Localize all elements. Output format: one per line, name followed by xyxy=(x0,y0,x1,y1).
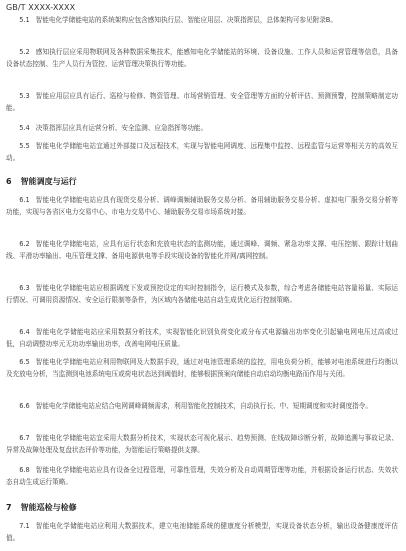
clause-text: 智能电化学储能电站应根据调度下发或预控设定的实时控制指令，运行模式及参数，综合考虑各储能电站容量裕量、实际运行情况、可调用资源情况、安全运行限制等条件，为区域内各储能电站自动生成优化运行控制策略。 xyxy=(6,284,398,305)
section-7-heading xyxy=(6,502,77,513)
clause-number: 6.3 xyxy=(19,284,30,292)
clause-5-5 xyxy=(6,140,398,164)
clause-number: 5.2 xyxy=(19,48,30,56)
clause-5-4 xyxy=(6,122,398,134)
standard-number-header: GB/T XXXX-XXXX xyxy=(6,3,76,12)
clause-number: 6.4 xyxy=(19,328,30,336)
clause-number: 6.8 xyxy=(19,466,30,474)
section-title: 智能巡检与检修 xyxy=(20,503,77,512)
clause-6-3 xyxy=(6,282,398,306)
section-number: 7 xyxy=(6,503,12,512)
clause-text: 智能电化学储能电站宜通过外部接口及远程技术，实现与智能电网调度、远程集中监控、远程监管与运营等相关方的高效互动。 xyxy=(6,142,398,163)
clause-number: 6.5 xyxy=(19,358,30,366)
section-number: 6 xyxy=(6,177,12,186)
clause-number: 5.1 xyxy=(19,16,30,24)
clause-5-2 xyxy=(6,46,398,70)
clause-6-2 xyxy=(6,238,398,262)
clause-text: 智能电化学储能电站的系统架构应包含感知执行层、智能应用层、决策指挥层，总体架构可参见附录B。 xyxy=(35,16,337,24)
clause-6-1 xyxy=(6,194,398,218)
clause-6-4 xyxy=(6,326,398,350)
clause-text: 智能电化学储能电站宜采用大数据分析技术，实现状态可视化展示、趋势预测、在线故障诊断分析，故障追溯与事故记录、异常及故障处理及复盘状态评价等功能，为智能运行策略提供支撑。 xyxy=(6,434,398,455)
clause-6-6 xyxy=(6,400,398,412)
clause-number: 6.7 xyxy=(19,434,30,442)
clause-text: 智能电化学储能电站应结合电网调峰调频需求，利用智能化控制技术，自动执行长、中、短期调度和实时调度指令。 xyxy=(35,402,372,410)
clause-6-8 xyxy=(6,464,398,488)
clause-text: 感知执行层应采用物联网及各种数据采集技术，能感知电化学储能站的环境、设备设施、工作人员和运营管理等信息，具备设备状态控制、生产人员行为管控、运营管理决策执行等功能。 xyxy=(6,48,398,69)
clause-text: 智能电化学储能电站应具有现货交易分析、调峰调频辅助服务交易分析、备用辅助服务交易分析、虚拟电厂服务交易分析等功能，实现与各省区电力交易中心、市电力交易中心、辅助服务交易市场系统对接。 xyxy=(6,196,398,217)
section-6-heading xyxy=(6,176,77,187)
clause-text: 决策指挥层应具有运营分析、安全监测、应急指挥等功能。 xyxy=(35,124,208,132)
clause-number: 6.6 xyxy=(19,402,30,410)
clause-number: 6.2 xyxy=(19,240,30,248)
clause-5-1 xyxy=(6,14,398,26)
clause-text: 智能电化学储能电站应利用物联网及大数据手段，通过对电池管理系统的监控，用电负荷分析，能够对电池系统进行均衡以及充放电分析，当监测到电池系统电压或荷电状态达到阈值时，能够根据预案向储能自动启动均衡电路而作用与关闭。 xyxy=(6,358,398,379)
section-title: 智能调度与运行 xyxy=(20,177,77,186)
clause-number: 5.4 xyxy=(19,124,30,132)
clause-5-3 xyxy=(6,90,398,114)
clause-text: 智能电化学储能电站应具有设备全过程管理，可靠性管理，失效分析及自动周期管理等功能，并根据设备运行状态、失效状态自动生成运行策略。 xyxy=(6,466,398,487)
clause-6-7 xyxy=(6,432,398,456)
clause-number: 5.5 xyxy=(19,142,30,150)
clause-number: 5.3 xyxy=(19,92,30,100)
clause-number: 7.1 xyxy=(19,522,30,530)
clause-number: 6.1 xyxy=(19,196,30,204)
clause-text: 智能电化学储能电站，应具有运行状态和充放电状态的监测功能，通过调峰、调频、紧急功率支撑、电压控制、跟踪计划曲线、平滑功率输出、电压管理支撑、备用电源供电等手段实现设备的智能化并网/离网控制。 xyxy=(6,240,398,261)
clause-7-1 xyxy=(6,520,398,544)
clause-6-5 xyxy=(6,356,398,380)
clause-text: 智能电化学储能电站应采用数据分析技术，实现智能化识别负荷变化或分布式电源输出功率变化引起输电网电压过高或过低，自动调整功率元无功功率输出功率，改善电网电压质量。 xyxy=(6,328,398,349)
clause-text: 智能应用层应具有运行、巡检与检修、物资管理、市场营销管理、安全管理等方面的分析评估、预测预警，控制策略制定功能。 xyxy=(6,92,398,113)
clause-text: 智能电化学储能电站应利用大数据技术，建立电池储能系统的健康度分析模型，实现设备状态分析，输出设备健康度评估值。 xyxy=(6,522,398,543)
